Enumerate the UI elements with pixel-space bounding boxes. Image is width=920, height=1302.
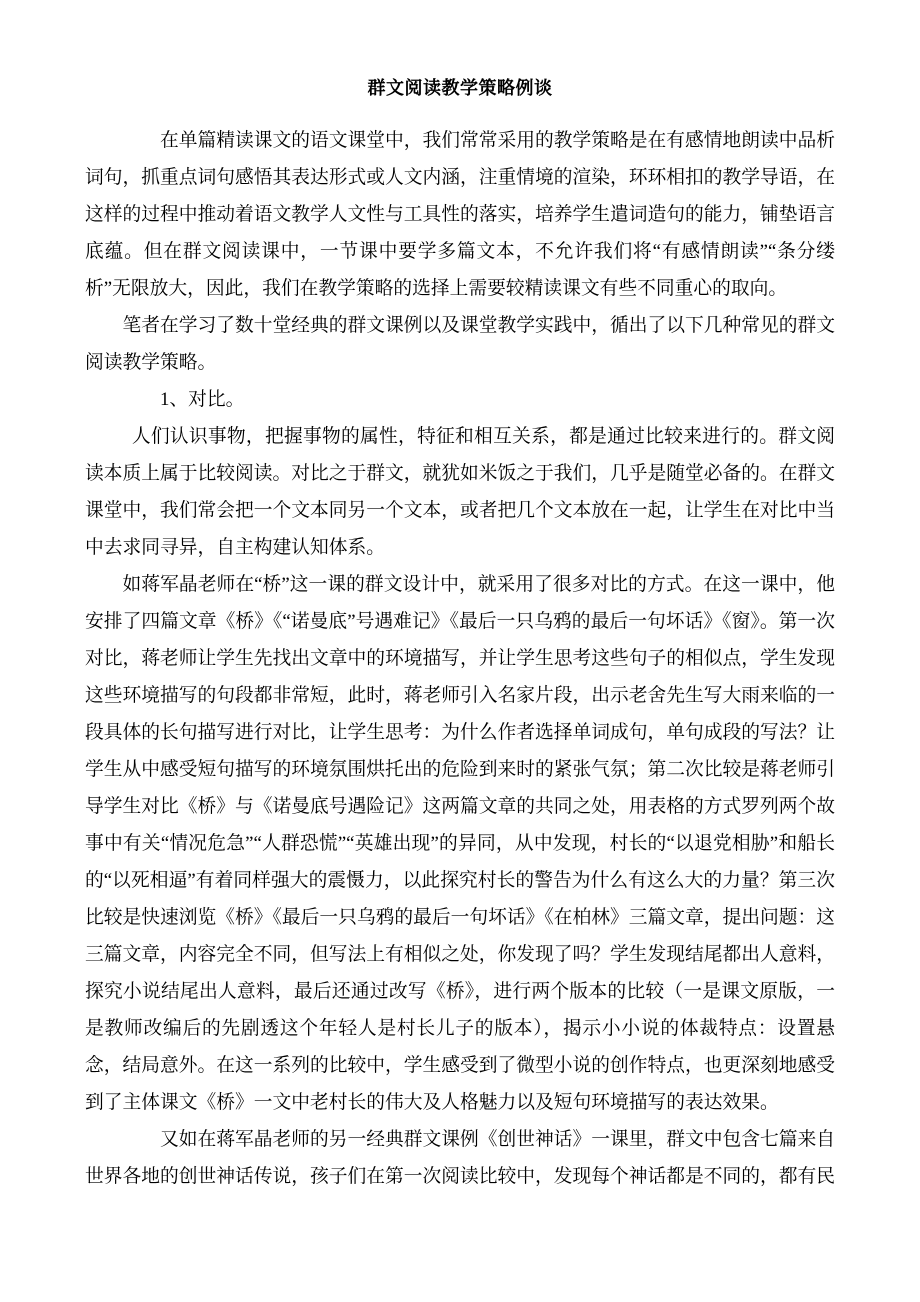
paragraph-author-note: 笔者在学习了数十堂经典的群文课例以及课堂教学实践中，循出了以下几种常见的群文阅读教学策略。 xyxy=(85,315,835,373)
document-title: 群文阅读教学策略例谈 xyxy=(367,78,553,98)
paragraph-intro: 在单篇精读课文的语文课堂中，我们常常采用的教学策略是在有感情地朗读中品析词句，抓重点词句感悟其表达形式或人文内涵，注重情境的渲染，环环相扣的教学导语，在这样的过程中推动着语文教学人文性与工具性的落实，培养学生遣词造句的能力，铺垫语言底蕴。但在群文阅读课中，一节课中要学多篇文本，不允许我们将“有感情朗读”“条分缕析”无限放大，因此，我们在教学策略的选择上需要较精读课文有些不同重心的取向。 xyxy=(85,130,835,299)
paragraph-section-heading-contrast: 1、对比。 xyxy=(160,389,245,410)
paragraph-creation-myth-example: 又如在蒋军晶老师的另一经典群文课例《创世神话》一课里，群文中包含七篇来自世界各地的创世神话传说，孩子们在第一次阅读比较中，发现每个神话都是不同的，都有民 xyxy=(85,1129,835,1187)
paragraph-bridge-lesson-example: 如蒋军晶老师在“桥”这一课的群文设计中，就采用了很多对比的方式。在这一课中，他安排了四篇文章《桥》《“诺曼底”号遇难记》《最后一只乌鸦的最后一句坏话》《窗》。第一次对比，蒋老师让学生先找出文章中的环境描写，并让学生思考这些句子的相似点，学生发现这些环境描写的句段都非常短，此时，蒋老师引入名家片段，出示老舍先生写大雨来临的一段具体的长句描写进行对比，让学生思考：为什么作者选择单词成句，单句成段的写法？让学生从中感受短句描写的环境氛围烘托出的危险到来时的紧张气氛；第二次比较是蒋老师引导学生对比《桥》与《诺曼底号遇险记》这两篇文章的共同之处，用表格的方式罗列两个故事中有关“情况危急”“人群恐慌”“英雄出现”的异同，从中发现，村长的“以退党相胁”和船长的“以死相逼”有着同样强大的震慑力，以此探究村长的警告为什么有这么大的力量？第三次比较是快速浏览《桥》《最后一只乌鸦的最后一句坏话》《在柏林》三篇文章，提出问题：这三篇文章，内容完全不同，但写法上有相似之处，你发现了吗？学生发现结尾都出人意料，探究小说结尾出人意料，最后还通过改写《桥》，进行两个版本的比较（一是课文原版，一是教师改编后的先剧透这个年轻人是村长儿子的版本），揭示小小说的体裁特点：设置悬念，结局意外。在这一系列的比较中，学生感受到了微型小说的创作特点，也更深刻地感受到了主体课文《桥》一文中老村长的伟大及人格魅力以及短句环境描写的表达效果。 xyxy=(85,574,835,1113)
paragraph-contrast-concept: 人们认识事物，把握事物的属性，特征和相互关系，都是通过比较来进行的。群文阅读本质上属于比较阅读。对比之于群文，就犹如米饭之于我们，几乎是随堂必备的。在群文课堂中，我们常会把一个文本同另一个文本，或者把几个文本放在一起，让学生在对比中当中去求同寻异，自主构建认知体系。 xyxy=(85,426,835,558)
